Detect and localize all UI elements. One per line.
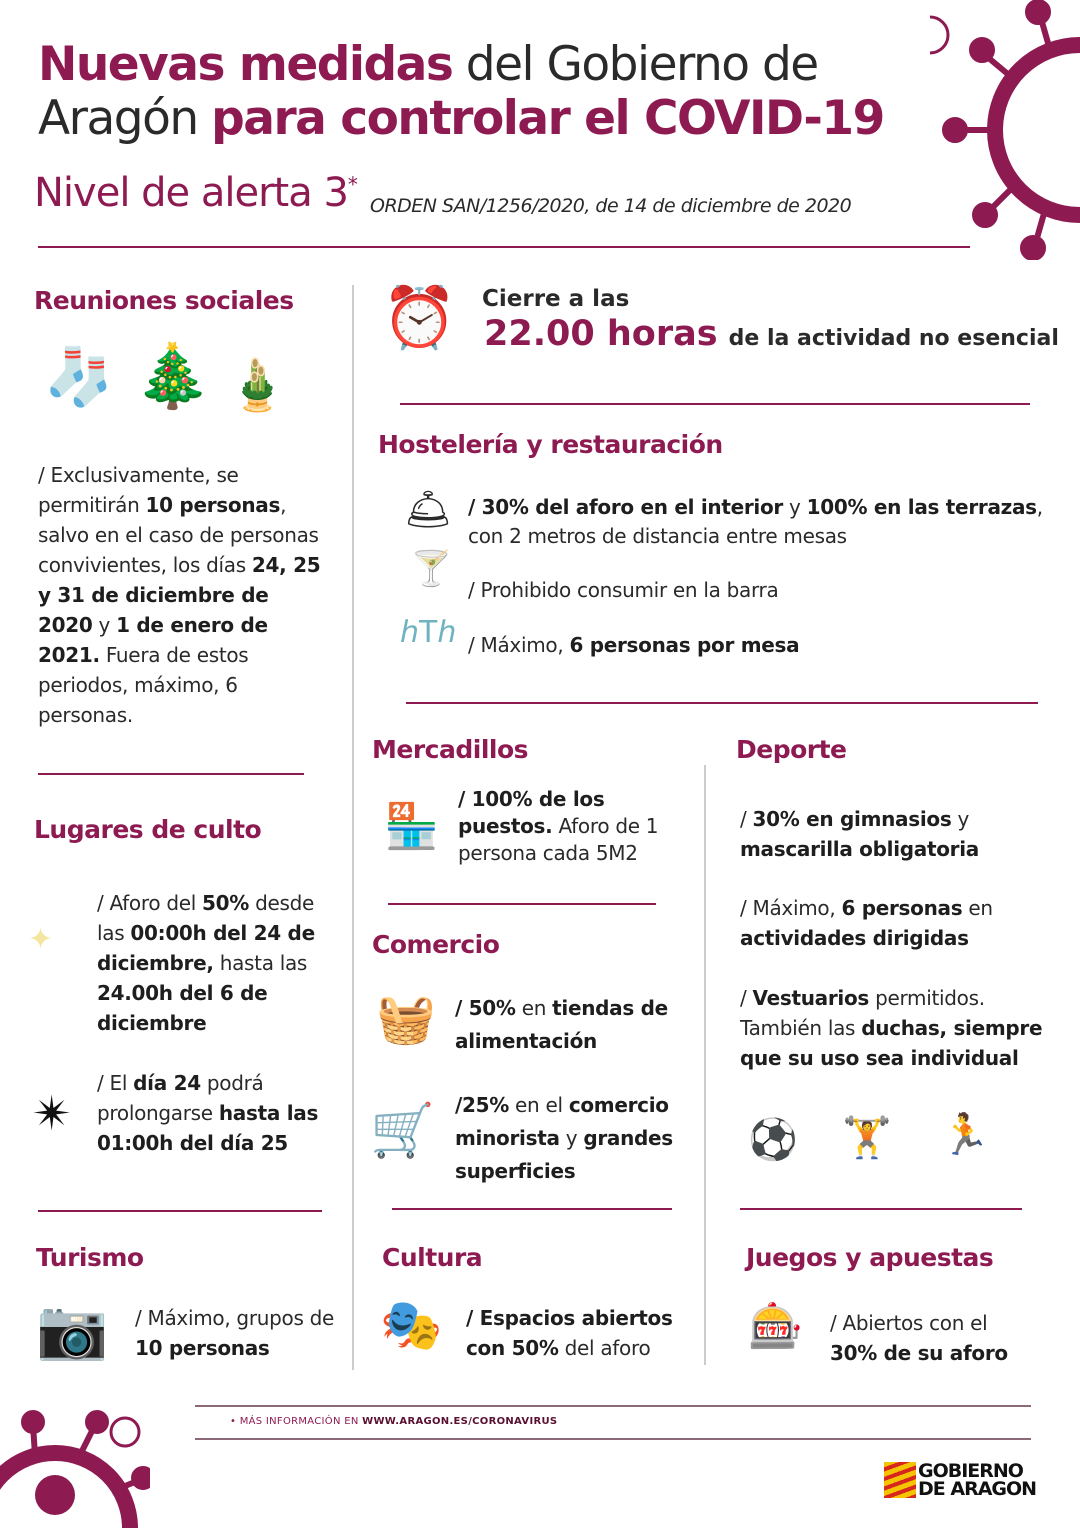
text-segment: desde las [97, 891, 315, 945]
divider [400, 403, 1030, 405]
bold-text: grandes superficies [455, 1126, 673, 1183]
text-segment: / El [97, 1071, 134, 1095]
text-segment: en [515, 996, 553, 1020]
soccer-ball-icon: ⚽ [748, 1117, 798, 1163]
cultura-text [466, 1303, 696, 1363]
closing-hour: 22.00 horas [484, 314, 718, 354]
hosteleria-item-3 [468, 630, 1028, 660]
section-title-reuniones: Reuniones sociales [34, 286, 294, 315]
text-segment: / Máximo, [740, 896, 842, 920]
section-title-comercio: Comercio [372, 930, 500, 959]
bold-text: 30% de su aforo [830, 1341, 1008, 1365]
section-title-turismo: Turismo [36, 1243, 144, 1272]
divider [195, 1405, 1031, 1407]
text-segment: / [740, 986, 753, 1010]
text-segment: / Máximo, [468, 633, 570, 657]
hosteleria-item-1 [468, 493, 1048, 551]
column-divider [352, 285, 354, 1370]
culto-text-1 [97, 888, 347, 1038]
alert-level-text: Nivel de alerta 3 [34, 170, 348, 216]
bold-text: 24, 25 y 31 de diciembre de 2020 [38, 553, 321, 637]
text-segment: , con 2 metros de distancia entre mesas [468, 495, 1043, 548]
bold-text: Vestuarios [752, 986, 870, 1010]
bold-text: 1 de enero de 2021. [38, 613, 268, 667]
christmas-tree-icon: 🎄 [134, 339, 212, 412]
christmas-stocking-icon: 🧦 [44, 345, 114, 410]
bold-text: actividades dirigidas [740, 926, 969, 950]
bold-text: hasta las 01:00h del día 25 [97, 1101, 319, 1155]
culto-text-2 [97, 1068, 337, 1158]
weightlifter-icon: 🏋 [842, 1115, 892, 1161]
juegos-text [830, 1308, 1030, 1368]
logo-line-2: DE ARAGON [918, 1478, 1037, 1500]
divider [406, 702, 1038, 704]
logo-text [918, 1462, 1036, 1498]
section-title-mercadillos: Mercadillos [372, 735, 529, 764]
section-title-cultura: Cultura [382, 1243, 483, 1272]
shopping-cart-icon: 🛒 [370, 1101, 435, 1161]
bold-text: 30% en gimnasios [752, 807, 952, 831]
reuniones-text [38, 460, 328, 730]
title-normal-2: Aragón [38, 91, 212, 146]
camera-icon: 📷 [36, 1295, 109, 1363]
text-segment: y [951, 807, 970, 831]
closing-time [484, 314, 1059, 354]
title-normal-1: del Gobierno de [452, 37, 818, 92]
text-segment: hasta las [213, 951, 308, 975]
text-segment: / Exclusivamente, se permitirán [38, 463, 239, 517]
bold-text: / 30% del aforo en el interior [468, 495, 783, 519]
cloche-icon: 🛎 [404, 487, 453, 531]
grocery-basket-icon: 🧺 [376, 991, 436, 1047]
section-title-deporte: Deporte [736, 735, 847, 764]
divider [195, 1438, 1031, 1440]
order-reference: ORDEN SAN/1256/2020, de 14 de diciembre de 2020 [370, 195, 852, 217]
text-segment: Fuera de estos periodos, máximo, 6 personas. [38, 643, 249, 727]
text-segment: , salvo en el caso de personas convivientes, los días [38, 493, 319, 577]
virus-decoration-icon [0, 1410, 150, 1528]
star-icon: ✴ [32, 1086, 73, 1142]
text-segment: y [559, 1126, 584, 1150]
section-title-culto: Lugares de culto [34, 815, 262, 844]
column-divider [704, 765, 706, 1365]
comercio-text-1 [455, 992, 695, 1058]
bold-text: /25% [455, 1093, 509, 1117]
text-segment: / Abiertos con el [830, 1311, 988, 1335]
divider [38, 246, 970, 248]
turismo-text [135, 1303, 335, 1363]
more-info-link[interactable]: WWW.ARAGON.ES/CORONAVIRUS [362, 1416, 558, 1427]
divider [388, 903, 656, 905]
text-segment: en [962, 896, 993, 920]
text-segment: / Prohibido consumir en la barra [468, 578, 779, 602]
section-title-juegos: Juegos y apuestas [746, 1243, 994, 1272]
bold-text: / 100% de los puestos. [458, 787, 605, 838]
divider [740, 1208, 1022, 1210]
candle-light-icon: ✦ [28, 922, 54, 957]
text-segment: / Aforo del [97, 891, 203, 915]
cocktail-icon: 🍸 [410, 549, 453, 589]
deporte-text-1 [740, 804, 1040, 864]
bold-text: 6 personas [841, 896, 963, 920]
deporte-text-3 [740, 983, 1060, 1073]
closing-label: Cierre a las [482, 286, 630, 312]
divider [392, 1208, 672, 1210]
text-segment: y [92, 613, 117, 637]
bold-text: 50% [202, 891, 250, 915]
deporte-text-2 [740, 893, 1040, 953]
bold-text: 10 personas [145, 493, 281, 517]
more-info: • MÁS INFORMACIÓN EN WWW.ARAGON.ES/CORONAVIRUS [230, 1416, 558, 1427]
closing-rest: de la actividad no esencial [728, 326, 1059, 351]
bold-text: / Espacios abiertos con 50% [466, 1306, 673, 1360]
text-segment: en el [508, 1093, 569, 1117]
hosteleria-item-2 [468, 575, 1028, 605]
alert-footnote-mark: * [347, 172, 357, 197]
aragon-flag-icon [884, 1462, 916, 1498]
bold-text: 00:00h del 24 de diciembre, [97, 921, 315, 975]
virus-decoration-icon [930, 0, 1080, 260]
table-chairs-icon: ℎΤℎ [400, 615, 457, 650]
text-segment: Aforo de 1 persona cada 5M2 [458, 814, 659, 865]
bold-text: duchas, siempre que su uso sea individual [740, 1016, 1043, 1070]
bold-text: mascarilla obligatoria [740, 837, 979, 861]
theater-masks-icon: 🎭 [380, 1296, 443, 1354]
logo-line-1: GOBIERNO [918, 1460, 1023, 1482]
comercio-text-2 [455, 1089, 695, 1188]
text-segment: podrá prolongarse [97, 1071, 264, 1125]
text-segment: / Máximo, grupos de [135, 1306, 335, 1330]
page-title [38, 38, 884, 146]
text-segment: permitidos. También las [740, 986, 985, 1040]
title-bold-2: para controlar el COVID-19 [211, 91, 884, 146]
divider [38, 773, 304, 775]
bold-text: 100% en las terrazas [806, 495, 1037, 519]
poker-chips-icon: 🎰 [748, 1301, 803, 1352]
bold-text: comercio minorista [455, 1093, 669, 1150]
bold-text: tiendas de alimentación [455, 996, 668, 1053]
alarm-clock-icon: ⏰ [382, 283, 457, 353]
mercadillos-text [458, 786, 678, 867]
bold-text: día 24 [133, 1071, 201, 1095]
gobierno-aragon-logo [884, 1462, 1036, 1498]
text-segment: del aforo [558, 1336, 651, 1360]
market-stall-icon: 🏪 [384, 801, 439, 852]
bold-text: 10 personas [135, 1336, 270, 1360]
runner-icon: 🏃 [940, 1112, 990, 1158]
section-title-hosteleria: Hostelería y restauración [378, 430, 723, 459]
more-info-label: MÁS INFORMACIÓN EN [239, 1416, 363, 1427]
bold-text: 6 personas por mesa [569, 633, 800, 657]
text-segment: y [783, 495, 807, 519]
divider [38, 1210, 322, 1212]
ornaments-icon: 🎍 [226, 356, 289, 414]
text-segment: / [740, 807, 753, 831]
alert-level [34, 170, 357, 216]
bold-text: 24.00h del 6 de diciembre [97, 981, 268, 1035]
bold-text: / 50% [455, 996, 516, 1020]
title-bold-1: Nuevas medidas [38, 37, 453, 92]
